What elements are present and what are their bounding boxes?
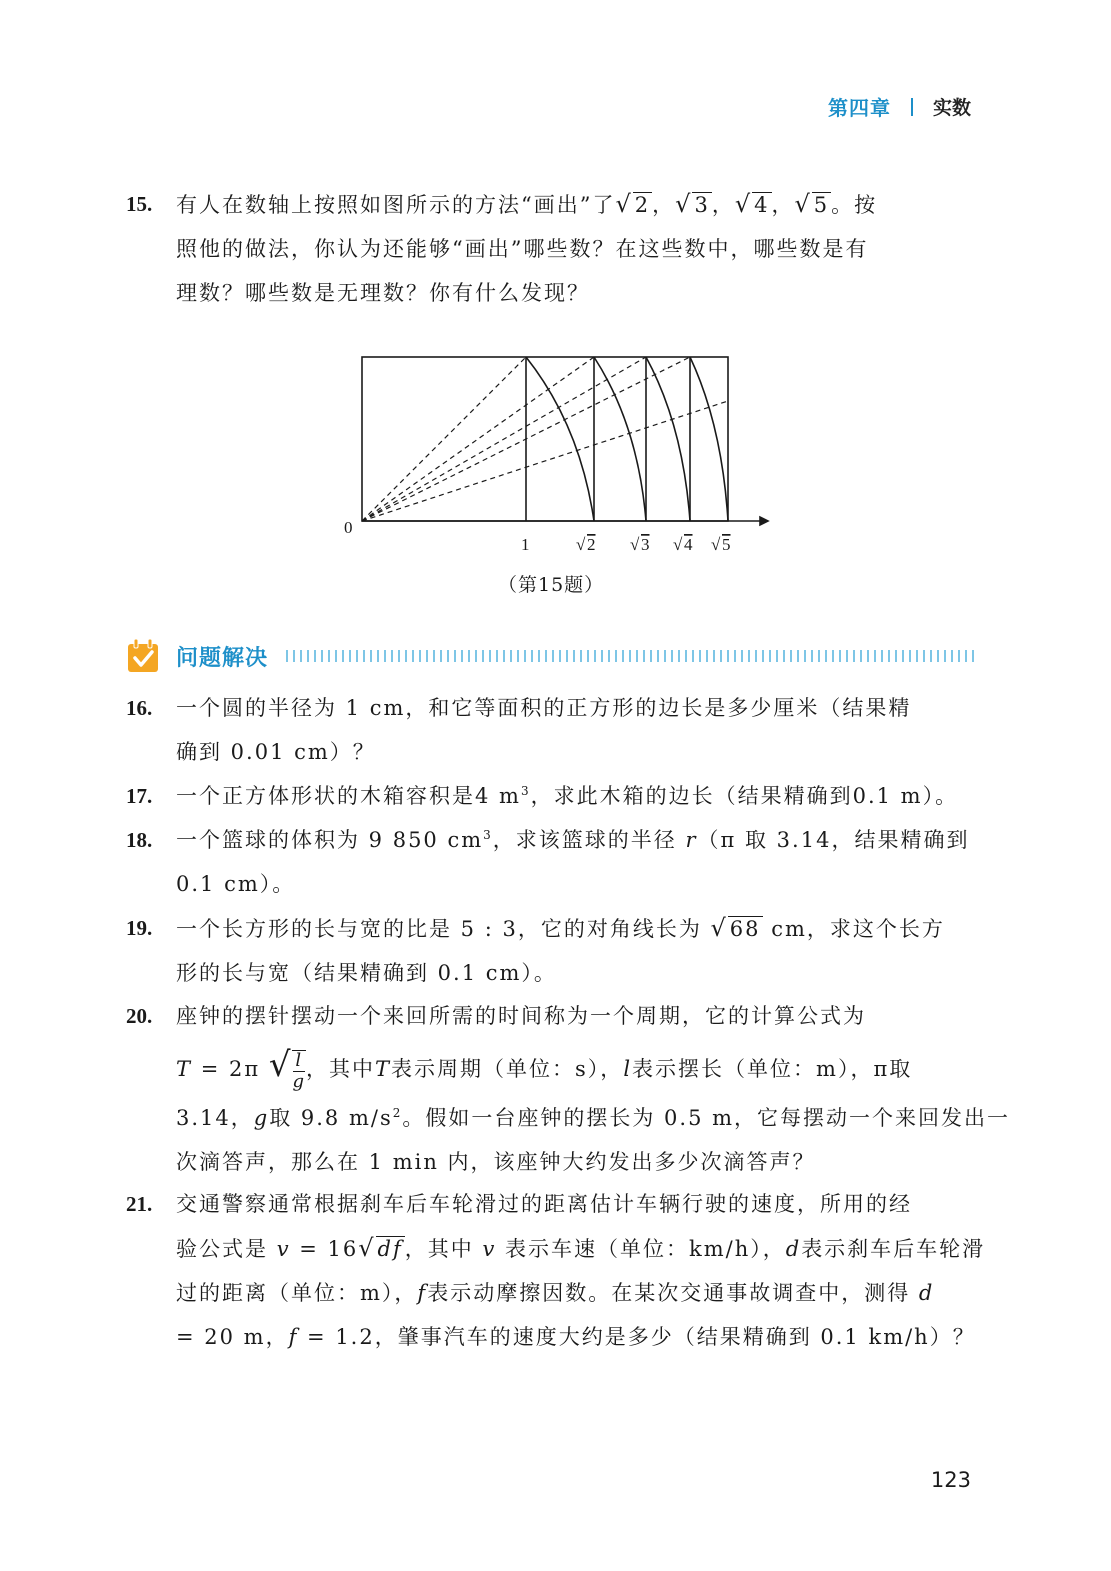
pendulum-formula-radical: √ $\frac{l}{g}$: [268, 1045, 307, 1092]
problem-line: 0.1 cm）。: [176, 872, 296, 896]
sqrt-3: √3: [675, 190, 710, 218]
chapter-title: 第四章: [827, 96, 891, 120]
diagonal-3: [362, 357, 646, 521]
problem-line: 照他的做法，你认为还能够“画出”哪些数？在这些数中，哪些数是有: [176, 237, 869, 261]
radical-sign: √: [673, 535, 683, 554]
sqrt-4: √4: [734, 190, 770, 218]
problem-line: 交通警察通常根据刹车后车轮滑过的距离估计车辆行驶的速度，所用的经: [176, 1192, 912, 1216]
arc-sqrt5: [690, 357, 728, 521]
problem-line: 3.14，g取 9.8 $m/s^2$。假如一台座钟的摆长为 0.5 m，它每摆动一个来回发出一: [176, 1106, 1011, 1130]
arc-sqrt4: [646, 357, 690, 521]
problem-number: 16.: [126, 696, 153, 720]
problem-line: 一个长方形的长与宽的比是 5 : 3，它的对角线长为 √68 cm，求这个长方: [176, 914, 945, 942]
problem-19: [126, 906, 976, 995]
section-divider: [286, 650, 976, 662]
problem-number: 17.: [126, 784, 153, 808]
problem-line: 座钟的摆针摆动一个来回所需的时间称为一个周期，它的计算公式为: [176, 1004, 866, 1028]
tick-label-1: 1: [521, 535, 530, 554]
radical-sign: √: [576, 535, 586, 554]
problem-line: 形的长与宽（结果精确到 0.1 cm）。: [176, 961, 557, 985]
problem-17: [126, 774, 976, 818]
arc-sqrt3: [594, 357, 646, 521]
bounding-rectangle: [362, 357, 728, 521]
problem-line: = 20 m，f = 1.2，肇事汽车的速度大约是多少（结果精确到 0.1 km/h）？: [176, 1325, 976, 1349]
section-header: [126, 636, 976, 676]
problem-16: [126, 686, 976, 774]
header-divider: [911, 98, 913, 116]
diagonal-5: [362, 401, 728, 521]
problem-line: 一个篮球的体积为 9 850 $cm^3$，求该篮球的半径 r（π 取 3.14，结果精确到: [176, 828, 970, 852]
problem-line: 一个正方体形状的木箱容积是4 $m^3$，求此木箱的边长（结果精确到0.1 m）。: [176, 784, 959, 808]
section-title: 问题解决: [176, 645, 269, 671]
number-line-figure: [340, 345, 780, 565]
tick-label-sqrt2: 2: [587, 535, 596, 554]
checklist-calendar-icon: [126, 638, 160, 674]
problem-number: 18.: [126, 828, 153, 852]
problem-15: [126, 182, 976, 315]
radical-sign: √: [711, 535, 721, 554]
problem-line: T = 2π √ $\frac{l}{g}$ ，其中T表示周期（单位：s），l表示摆长（单位：m），π取: [176, 1045, 913, 1092]
problem-20: [126, 994, 1011, 1184]
running-header: [828, 92, 971, 121]
problem-number: 20.: [126, 1004, 153, 1028]
radical-sign: √: [630, 535, 640, 554]
problem-number: 15.: [126, 192, 153, 216]
problem-line: 确到 0.01 cm）？: [176, 740, 376, 764]
problem-line: 次滴答声，那么在 1 min 内，该座钟大约发出多少次滴答声？: [176, 1150, 816, 1174]
problem-line: 有人在数轴上按照如图所示的方法“画出”了√2，√3，√4，√5。按: [176, 190, 878, 218]
tick-label-sqrt5: 5: [722, 535, 731, 554]
problem-line: 过的距离（单位：m），f表示动摩擦因数。在某次交通事故调查中，测得 d: [176, 1281, 935, 1305]
problem-number: 19.: [126, 916, 153, 940]
sqrt-5: √5: [794, 190, 830, 218]
problem-21: [126, 1182, 986, 1359]
tick-label-sqrt4: 4: [684, 535, 693, 554]
page-number: 123: [930, 1468, 971, 1492]
arc-sqrt2: [526, 357, 594, 521]
tick-label-sqrt3: 3: [641, 535, 650, 554]
problem-18: [126, 818, 976, 906]
diagonal-1: [362, 357, 526, 521]
sqrt-df: √df: [358, 1234, 403, 1262]
diagonal-2: [362, 357, 594, 521]
problem-line: 理数？哪些数是无理数？你有什么发现？: [176, 281, 590, 305]
axis-arrow: [760, 517, 768, 525]
sqrt-68: √68: [710, 914, 761, 942]
chapter-subject: 实数: [932, 97, 971, 119]
problem-line: 一个圆的半径为 1 cm，和它等面积的正方形的边长是多少厘米（结果精: [176, 696, 912, 720]
sqrt-2: √2: [615, 190, 651, 218]
problem-line: 验公式是 v = 16√df，其中 v 表示车速（单位：km/h），d表示刹车后车轮滑: [176, 1234, 986, 1262]
problem-number: 21.: [126, 1192, 153, 1216]
figure-caption: （第15题）: [498, 574, 605, 596]
origin-label: 0: [344, 518, 353, 537]
